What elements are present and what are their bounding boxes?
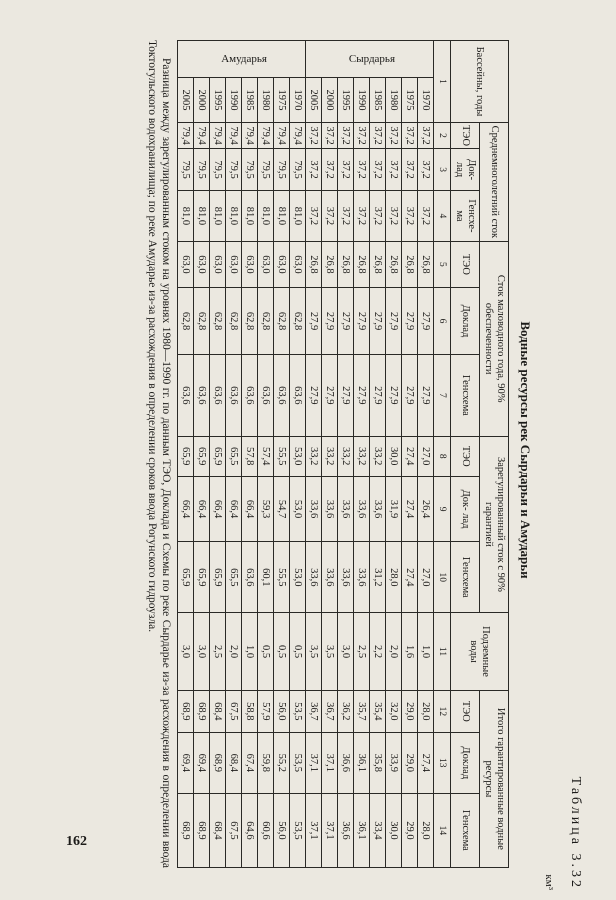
value-cell: 33,6 — [322, 476, 338, 541]
header-low-water: Сток маловодного года, 90% обеспеченности — [480, 241, 509, 436]
value-cell: 27,9 — [338, 355, 354, 437]
value-cell: 53,5 — [290, 793, 306, 867]
value-cell: 33,6 — [370, 476, 386, 541]
column-index-cell: 11 — [434, 613, 451, 691]
value-cell: 37,1 — [306, 793, 322, 867]
table-row — [418, 41, 434, 868]
value-cell: 33,6 — [322, 542, 338, 613]
value-cell: 63,0 — [226, 241, 242, 287]
value-cell: 29,0 — [402, 690, 418, 732]
value-cell: 27,9 — [354, 288, 370, 355]
value-cell: 67,5 — [226, 690, 242, 732]
page-number: 162 — [66, 834, 87, 849]
value-cell: 35,7 — [354, 690, 370, 732]
column-index-cell: 1 — [434, 41, 451, 123]
value-cell: 33,6 — [354, 542, 370, 613]
column-index-cell: 14 — [434, 793, 451, 867]
value-cell: 65,9 — [194, 436, 210, 476]
value-cell: 67,4 — [242, 732, 258, 793]
value-cell: 63,6 — [242, 355, 258, 437]
year-cell: 1990 — [226, 78, 242, 123]
value-cell: 79,5 — [226, 149, 242, 191]
table-row — [178, 41, 194, 868]
value-cell: 37,2 — [306, 191, 322, 242]
value-cell: 33,9 — [386, 732, 402, 793]
value-cell: 68,9 — [194, 793, 210, 867]
year-cell: 1970 — [418, 78, 434, 123]
value-cell: 63,6 — [178, 355, 194, 437]
value-cell: 26,8 — [322, 241, 338, 287]
water-resources-table — [177, 40, 509, 868]
value-cell: 68,4 — [226, 732, 242, 793]
year-cell: 2000 — [322, 78, 338, 123]
subheader-teo: ТЭО — [451, 241, 480, 287]
value-cell: 2,2 — [370, 613, 386, 691]
value-cell: 37,1 — [306, 732, 322, 793]
value-cell: 31,2 — [370, 542, 386, 613]
value-cell: 57,4 — [258, 436, 274, 476]
value-cell: 1,0 — [418, 613, 434, 691]
table-title: Водные ресурсы рек Сырдарьи и Амударьи — [518, 321, 533, 579]
value-cell: 63,0 — [210, 241, 226, 287]
value-cell: 27,9 — [402, 355, 418, 437]
value-cell: 65,5 — [226, 542, 242, 613]
value-cell: 81,0 — [258, 191, 274, 242]
value-cell: 58,8 — [242, 690, 258, 732]
year-cell: 1980 — [258, 78, 274, 123]
value-cell: 37,2 — [322, 123, 338, 149]
value-cell: 32,0 — [386, 690, 402, 732]
value-cell: 60,1 — [258, 542, 274, 613]
subheader-doklad: Док- лад — [451, 149, 480, 191]
value-cell: 68,9 — [210, 732, 226, 793]
value-cell: 35,8 — [370, 732, 386, 793]
value-cell: 27,9 — [322, 355, 338, 437]
value-cell: 62,8 — [290, 288, 306, 355]
value-cell: 36,1 — [354, 732, 370, 793]
value-cell: 63,6 — [290, 355, 306, 437]
value-cell: 63,0 — [178, 241, 194, 287]
value-cell: 37,2 — [322, 191, 338, 242]
value-cell: 36,6 — [338, 732, 354, 793]
value-cell: 2,5 — [210, 613, 226, 691]
value-cell: 37,1 — [322, 732, 338, 793]
value-cell: 3,0 — [194, 613, 210, 691]
value-cell: 26,8 — [354, 241, 370, 287]
value-cell: 59,3 — [258, 476, 274, 541]
value-cell: 79,5 — [178, 149, 194, 191]
year-cell: 1970 — [290, 78, 306, 123]
rotated-table-block — [103, 10, 583, 890]
value-cell: 79,5 — [194, 149, 210, 191]
value-cell: 65,5 — [226, 436, 242, 476]
value-cell: 62,8 — [178, 288, 194, 355]
value-cell: 36,2 — [338, 690, 354, 732]
year-cell: 1985 — [242, 78, 258, 123]
value-cell: 81,0 — [194, 191, 210, 242]
table-row — [258, 41, 274, 868]
value-cell: 3,5 — [322, 613, 338, 691]
value-cell: 37,2 — [402, 191, 418, 242]
value-cell: 63,6 — [226, 355, 242, 437]
value-cell: 81,0 — [274, 191, 290, 242]
value-cell: 27,4 — [402, 436, 418, 476]
footnote: Разница между зарегулированным стоком на уровнях 1980—1990 гг. по данным ТЭО, Доклада и Схемы по реке Сырдарье из-за расхождения в определении ввода Токтогульского водохранилища; по реке Амударье из-за расхождения в определении сроков ввода Рогунского гидроузла. — [146, 40, 172, 868]
value-cell: 37,2 — [418, 149, 434, 191]
year-cell: 1975 — [274, 78, 290, 123]
value-cell: 27,9 — [370, 288, 386, 355]
header-guaranteed: Итого гарантированные водные ресурсы — [480, 690, 509, 867]
column-index-cell: 5 — [434, 241, 451, 287]
value-cell: 81,0 — [178, 191, 194, 242]
value-cell: 63,6 — [258, 355, 274, 437]
value-cell: 37,2 — [338, 149, 354, 191]
value-cell: 37,2 — [338, 191, 354, 242]
value-cell: 79,4 — [258, 123, 274, 149]
value-cell: 37,2 — [370, 149, 386, 191]
value-cell: 37,2 — [402, 123, 418, 149]
value-cell: 37,2 — [322, 149, 338, 191]
value-cell: 37,2 — [370, 191, 386, 242]
value-cell: 66,4 — [226, 476, 242, 541]
value-cell: 55,5 — [274, 542, 290, 613]
table-label: Таблица 3.32 — [568, 776, 583, 890]
column-index-cell: 2 — [434, 123, 451, 149]
column-index-cell: 12 — [434, 690, 451, 732]
value-cell: 27,0 — [418, 436, 434, 476]
value-cell: 0,5 — [274, 613, 290, 691]
value-cell: 37,2 — [418, 191, 434, 242]
value-cell: 3,0 — [178, 613, 194, 691]
value-cell: 26,8 — [306, 241, 322, 287]
value-cell: 37,2 — [386, 191, 402, 242]
value-cell: 37,2 — [418, 123, 434, 149]
subheader-doklad: Доклад — [451, 288, 480, 355]
value-cell: 62,8 — [226, 288, 242, 355]
column-index-cell: 8 — [434, 436, 451, 476]
value-cell: 55,5 — [274, 436, 290, 476]
value-cell: 68,9 — [178, 690, 194, 732]
value-cell: 65,9 — [178, 542, 194, 613]
value-cell: 79,5 — [290, 149, 306, 191]
value-cell: 26,8 — [370, 241, 386, 287]
value-cell: 33,6 — [306, 476, 322, 541]
value-cell: 27,4 — [402, 476, 418, 541]
header-groundwater: Подземные воды — [451, 613, 509, 691]
value-cell: 27,9 — [418, 288, 434, 355]
value-cell: 57,9 — [258, 690, 274, 732]
value-cell: 33,2 — [306, 436, 322, 476]
subheader-teo: ТЭО — [451, 436, 480, 476]
value-cell: 33,2 — [370, 436, 386, 476]
year-cell: 1980 — [386, 78, 402, 123]
value-cell: 36,6 — [338, 793, 354, 867]
value-cell: 81,0 — [226, 191, 242, 242]
value-cell: 37,2 — [386, 149, 402, 191]
value-cell: 79,5 — [210, 149, 226, 191]
table-row — [322, 41, 338, 868]
value-cell: 2,5 — [354, 613, 370, 691]
value-cell: 66,4 — [242, 476, 258, 541]
value-cell: 37,2 — [402, 149, 418, 191]
value-cell: 3,0 — [338, 613, 354, 691]
basin-name-text: Сырдарья — [348, 52, 396, 65]
value-cell: 27,9 — [370, 355, 386, 437]
value-cell: 33,6 — [306, 542, 322, 613]
value-cell: 69,4 — [194, 732, 210, 793]
value-cell: 79,5 — [242, 149, 258, 191]
value-cell: 79,4 — [178, 123, 194, 149]
value-cell: 62,8 — [210, 288, 226, 355]
value-cell: 81,0 — [242, 191, 258, 242]
value-cell: 27,9 — [306, 355, 322, 437]
subheader-genskhema: Генсхема — [451, 355, 480, 437]
subheader-doklad: Доклад — [451, 732, 480, 793]
value-cell: 81,0 — [290, 191, 306, 242]
column-index-cell: 13 — [434, 732, 451, 793]
value-cell: 27,4 — [402, 542, 418, 613]
value-cell: 53,0 — [290, 436, 306, 476]
value-cell: 60,6 — [258, 793, 274, 867]
value-cell: 63,6 — [274, 355, 290, 437]
value-cell: 30,0 — [386, 436, 402, 476]
value-cell: 37,2 — [354, 149, 370, 191]
value-cell: 35,4 — [370, 690, 386, 732]
value-cell: 63,0 — [258, 241, 274, 287]
value-cell: 67,5 — [226, 793, 242, 867]
value-cell: 55,2 — [274, 732, 290, 793]
value-cell: 63,6 — [194, 355, 210, 437]
value-cell: 26,8 — [402, 241, 418, 287]
table-row — [402, 41, 418, 868]
value-cell: 27,9 — [418, 355, 434, 437]
value-cell: 1,0 — [242, 613, 258, 691]
value-cell: 1,6 — [402, 613, 418, 691]
header-long-term: Среднемноголетний сток — [480, 123, 509, 242]
column-index-row — [434, 41, 451, 868]
value-cell: 33,2 — [354, 436, 370, 476]
value-cell: 63,6 — [210, 355, 226, 437]
year-cell: 2000 — [194, 78, 210, 123]
column-index-cell: 7 — [434, 355, 451, 437]
table-row — [354, 41, 370, 868]
value-cell: 33,6 — [338, 476, 354, 541]
column-index-cell: 4 — [434, 191, 451, 242]
column-index-cell: 6 — [434, 288, 451, 355]
value-cell: 29,0 — [402, 793, 418, 867]
value-cell: 79,4 — [242, 123, 258, 149]
table-row — [290, 41, 306, 868]
column-index-cell: 3 — [434, 149, 451, 191]
value-cell: 33,4 — [370, 793, 386, 867]
value-cell: 79,4 — [194, 123, 210, 149]
value-cell: 33,2 — [338, 436, 354, 476]
subheader-genskhema: Генсхема — [451, 542, 480, 613]
value-cell: 63,0 — [290, 241, 306, 287]
value-cell: 66,4 — [210, 476, 226, 541]
value-cell: 27,9 — [354, 355, 370, 437]
value-cell: 37,1 — [322, 793, 338, 867]
value-cell: 66,4 — [194, 476, 210, 541]
year-cell: 2005 — [306, 78, 322, 123]
value-cell: 62,8 — [194, 288, 210, 355]
value-cell: 81,0 — [210, 191, 226, 242]
table-row — [210, 41, 226, 868]
value-cell: 31,9 — [386, 476, 402, 541]
subheader-doklad: Док- лад — [451, 476, 480, 541]
column-index-cell: 9 — [434, 476, 451, 541]
value-cell: 26,4 — [418, 476, 434, 541]
value-cell: 26,8 — [418, 241, 434, 287]
value-cell: 27,9 — [338, 288, 354, 355]
value-cell: 79,4 — [274, 123, 290, 149]
table-row — [386, 41, 402, 868]
value-cell: 63,0 — [274, 241, 290, 287]
value-cell: 28,0 — [418, 690, 434, 732]
value-cell: 37,2 — [306, 123, 322, 149]
value-cell: 64,6 — [242, 793, 258, 867]
column-index-cell: 10 — [434, 542, 451, 613]
value-cell: 27,9 — [386, 288, 402, 355]
basin-name-text: Амударья — [221, 52, 267, 65]
table-row — [226, 41, 242, 868]
value-cell: 79,4 — [290, 123, 306, 149]
value-cell: 53,5 — [290, 690, 306, 732]
subheader-teo: ТЭО — [451, 690, 480, 732]
year-cell: 1985 — [370, 78, 386, 123]
value-cell: 37,2 — [354, 191, 370, 242]
value-cell: 79,5 — [258, 149, 274, 191]
value-cell: 53,0 — [290, 476, 306, 541]
value-cell: 2,0 — [226, 613, 242, 691]
subheader-genskhema: Генсхема — [451, 793, 480, 867]
value-cell: 36,1 — [354, 793, 370, 867]
value-cell: 27,9 — [306, 288, 322, 355]
value-cell: 27,0 — [418, 542, 434, 613]
table-row — [242, 41, 258, 868]
table-unit: км³ — [543, 874, 555, 890]
subheader-genskhema: Генсхе- ма — [451, 191, 480, 242]
year-cell: 1995 — [210, 78, 226, 123]
value-cell: 65,9 — [178, 436, 194, 476]
value-cell: 26,8 — [338, 241, 354, 287]
year-cell: 2005 — [178, 78, 194, 123]
value-cell: 63,0 — [242, 241, 258, 287]
value-cell: 53,0 — [290, 542, 306, 613]
value-cell: 57,8 — [242, 436, 258, 476]
table-row — [370, 41, 386, 868]
value-cell: 27,9 — [386, 355, 402, 437]
value-cell: 79,4 — [210, 123, 226, 149]
value-cell: 37,2 — [354, 123, 370, 149]
value-cell: 37,2 — [386, 123, 402, 149]
value-cell: 27,9 — [322, 288, 338, 355]
table-row — [306, 41, 322, 868]
header-regulated: Зарегулированный сток с 90% гарантией — [480, 436, 509, 613]
value-cell: 29,0 — [402, 732, 418, 793]
basin-name — [178, 41, 306, 78]
value-cell: 79,5 — [274, 149, 290, 191]
value-cell: 0,5 — [290, 613, 306, 691]
value-cell: 56,0 — [274, 690, 290, 732]
value-cell: 56,0 — [274, 793, 290, 867]
value-cell: 3,5 — [306, 613, 322, 691]
value-cell: 0,5 — [258, 613, 274, 691]
year-cell: 1995 — [338, 78, 354, 123]
value-cell: 65,9 — [210, 542, 226, 613]
value-cell: 28,0 — [418, 793, 434, 867]
value-cell: 27,4 — [418, 732, 434, 793]
value-cell: 79,4 — [226, 123, 242, 149]
value-cell: 37,2 — [306, 149, 322, 191]
value-cell: 62,8 — [242, 288, 258, 355]
value-cell: 33,2 — [322, 436, 338, 476]
table-row — [338, 41, 354, 868]
value-cell: 68,4 — [210, 690, 226, 732]
value-cell: 65,9 — [194, 542, 210, 613]
value-cell: 2,0 — [386, 613, 402, 691]
value-cell: 33,6 — [338, 542, 354, 613]
table-row — [274, 41, 290, 868]
value-cell: 68,9 — [178, 793, 194, 867]
subheader-teo: ТЭО — [451, 123, 480, 149]
value-cell: 37,2 — [370, 123, 386, 149]
year-cell: 1990 — [354, 78, 370, 123]
value-cell: 69,4 — [178, 732, 194, 793]
value-cell: 63,0 — [194, 241, 210, 287]
value-cell: 59,8 — [258, 732, 274, 793]
value-cell: 66,4 — [178, 476, 194, 541]
value-cell: 54,7 — [274, 476, 290, 541]
value-cell: 27,9 — [402, 288, 418, 355]
value-cell: 36,7 — [322, 690, 338, 732]
value-cell: 62,8 — [258, 288, 274, 355]
table-body — [178, 41, 434, 868]
value-cell: 53,5 — [290, 732, 306, 793]
year-cell: 1975 — [402, 78, 418, 123]
value-cell: 68,9 — [194, 690, 210, 732]
header-basin-years: Бассейны, годы — [451, 41, 509, 123]
value-cell: 63,6 — [242, 542, 258, 613]
value-cell: 33,6 — [354, 476, 370, 541]
value-cell: 30,0 — [386, 793, 402, 867]
value-cell: 26,8 — [386, 241, 402, 287]
table-row — [194, 41, 210, 868]
value-cell: 28,0 — [386, 542, 402, 613]
basin-name — [306, 41, 434, 78]
value-cell: 62,8 — [274, 288, 290, 355]
value-cell: 65,9 — [210, 436, 226, 476]
value-cell: 36,7 — [306, 690, 322, 732]
value-cell: 68,4 — [210, 793, 226, 867]
value-cell: 37,2 — [338, 123, 354, 149]
